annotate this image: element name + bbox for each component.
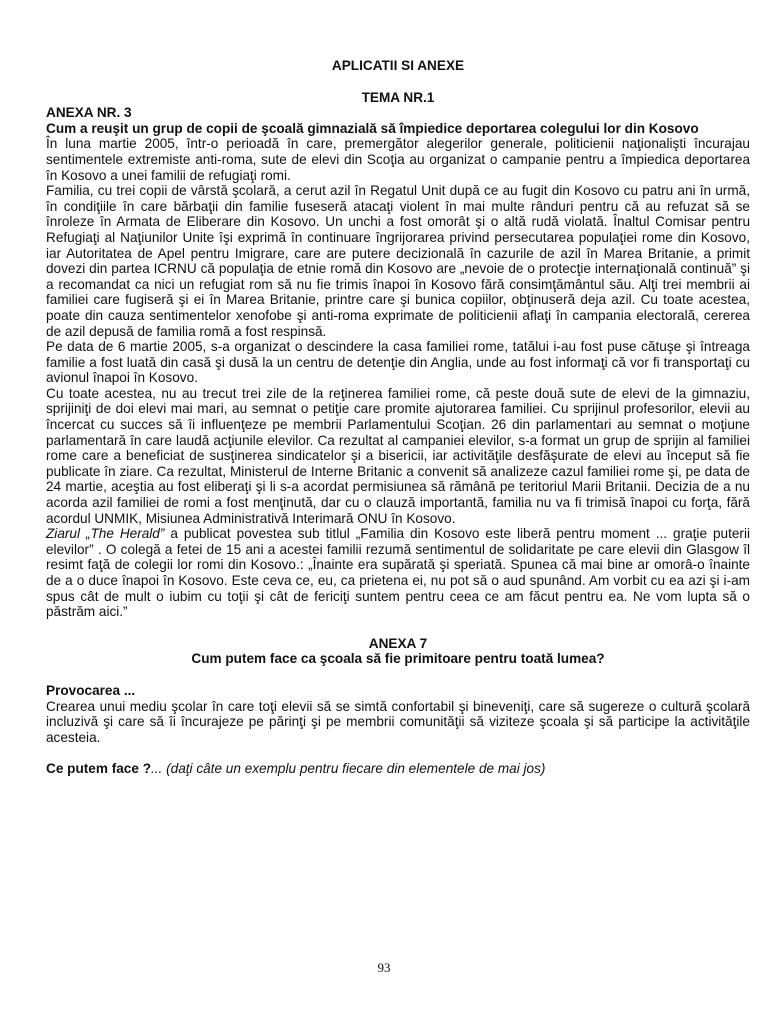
annex-3-paragraph-1: În luna martie 2005, într-o perioadă în care, premergător alegerilor generale, politicienii naţionalişti încurajau sentimentele extremiste anti-roma, sute de elevi din Scoţia au organizat o campanie pentru a împiedica deportarea în Kosovo a unei familii de refugiaţi romi. bbox=[46, 136, 750, 183]
challenge-heading: Provocarea ... bbox=[46, 682, 136, 698]
action-heading: Ce putem face ? bbox=[46, 761, 151, 777]
annex-7-subtitle: Cum putem face ca şcoala să fie primitoare pentru toată lumea? bbox=[191, 651, 605, 667]
main-title: APLICATII SI ANEXE bbox=[331, 58, 465, 73]
annex-3-paragraph-2: Familia, cu trei copii de vârstă şcolară, a cerut azil în Regatul Unit după ce au fugit din Kosovo cu patru ani în urmă, în condiţiile în care bărbaţii din familie fuseseră atacaţi violent în mai multe rânduri pentru că au refuzat să se înroleze în Armata de Eliberare din Kosovo. Un unchi a fost omorât şi o altă rudă violată. Înaltul Comisar pentru Refugiaţi al Naţiunilor Unite îşi exprimă în continuare îngrijorarea privind persecutarea populaţiei rome din Kosovo, iar Autoritatea de Apel pentru Imigrare, care are putere decizională în cazurile de azil în Marea Britanie, a primit dovezi din partea ICRNU că populaţia de etnie romă din Kosovo are „nevoie de o protecţie internaţională continuă” şi a recomandat ca nici un refugiat rom să nu fie trimis înapoi în Kosovo fără consimţământul său. Alţi trei membrii ai familiei care fugiseră şi ei în Marea Britanie, printre care şi bunica copiilor, obţinuseră deja azil. Cu toate acestea, poate din cauza sentimentelor xenofobe şi anti-roma exprimate de politicienii aflaţi în campania electorală, cererea de azil depusă de familia romă a fost respinsă. bbox=[46, 183, 750, 339]
annex-7-label: ANEXA 7 bbox=[368, 635, 428, 651]
challenge-text: Crearea unui mediu şcolar în care toţi elevii să se simtă confortabil şi bineveniţi, care să sugereze o cultură şcolară incluzivă şi care să îi încurajeze pe părinţi şi pe membrii comunităţii să viziteze şcoala şi să participe la activităţile acesteia. bbox=[46, 698, 750, 745]
action-line bbox=[46, 761, 750, 777]
annex-3-paragraph-3: Pe data de 6 martie 2005, s-a organizat o descindere la casa familiei rome, tatălui i-au fost puse cătuşe şi întreaga familie a fost luată din casă şi dusă la un centru de detenţie din Anglia, unde au fost informaţi că vor fi transportaţi cu avionul înapoi în Kosovo. bbox=[46, 339, 750, 386]
page-number: 93 bbox=[377, 960, 391, 975]
annex-3-paragraph-herald bbox=[46, 526, 750, 620]
theme-title: TEMA NR.1 bbox=[361, 89, 435, 105]
herald-newspaper-name: Ziarul „The Herald” bbox=[46, 526, 165, 542]
document-page bbox=[46, 58, 750, 777]
herald-paragraph-text: a publicat povestea sub titlul „Familia din Kosovo este liberă pentru moment ... graţie puterii elevilor” . O colegă a fetei de 15 ani a acestei familii rezumă sentimentul de solidaritate pe care elevii din Glasgow îl resimt faţă de colegii lor romi din Kosovo.: „Înainte era supărată şi speriată. Spunea că mai bine ar omorâ-o înainte de a o duce înapoi în Kosovo. Este ceva ce, eu, ca prietena ei, nu pot să o aud spunând. Am vorbit cu ea azi şi i-am spus cât de mult o iubim cu toţii şi cât de fericiţi suntem pentru ceea ce am făcut pentru ea. Ne vom lupta să o păstrăm aici.” bbox=[46, 526, 750, 620]
annex-3-paragraph-4: Cu toate acestea, nu au trecut trei zile de la reţinerea familiei rome, că peste două sute de elevi de la gimnaziu, sprijiniţi de doi elevi mai mari, au semnat o petiţie care promite ajutorarea familiei. Cu sprijinul profesorilor, elevii au încercat cu succes să îi influenţeze pe membrii Parlamentului Scoţian. 26 din parlamentari au semnat o moţiune parlamentară în care laudă acţiunile elevilor. Ca rezultat al campaniei elevilor, s-a format un grup de sprijin al familiei rome care a beneficiat de susţinerea sindicatelor şi a bisericii, iar activităţile desfăşurate de elevi au început să fie publicate în ziare. Ca rezultat, Ministerul de Interne Britanic a convenit să analizeze cazul familiei rome şi, pe data de 24 martie, aceştia au fost eliberaţi şi li s-a acordat permisiunea să rămână pe teritoriul Marii Britanii. Decizia de a nu acorda azil familiei de romi a fost menţinută, dar cu o clauză importantă, familia nu va fi trimisă înapoi cu forţa, fără acordul UNMIK, Misiunea Administrativă Interimară ONU în Kosovo. bbox=[46, 385, 750, 526]
action-note: ... (daţi câte un exemplu pentru fiecare din elementele de mai jos) bbox=[151, 761, 546, 777]
annex-3-label: ANEXA NR. 3 bbox=[46, 105, 132, 121]
annex-3-heading: Cum a reuşit un grup de copii de şcoală gimnazială să împiedice deportarea colegului lor din Kosovo bbox=[46, 120, 699, 136]
